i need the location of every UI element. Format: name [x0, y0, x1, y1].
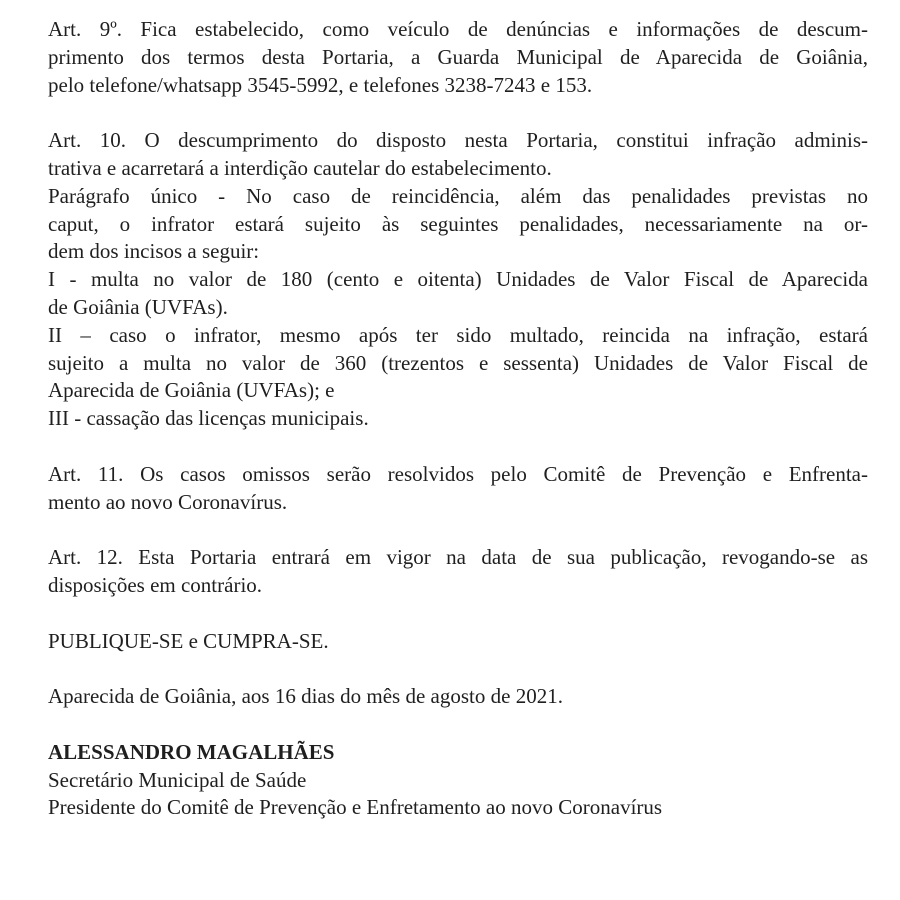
- document-page: [48, 16, 868, 822]
- text-line: I - multa no valor de 180 (cento e oitenta) Unidades de Valor Fiscal de Aparecida: [48, 267, 868, 292]
- text-line: Aparecida de Goiânia (UVFAs); e: [48, 378, 335, 403]
- text-line: pelo telefone/whatsapp 3545-5992, e telefones 3238-7243 e 153.: [48, 72, 593, 97]
- text-line: sujeito a multa no valor de 360 (trezentos e sessenta) Unidades de Valor Fiscal de: [48, 350, 868, 375]
- article-12: [48, 544, 868, 600]
- paragraph-gap: [48, 711, 868, 739]
- paragraph-gap: [48, 433, 868, 461]
- text-line: Art. 12. Esta Portaria entrará em vigor na data de sua publicação, revogando-se as: [48, 545, 868, 570]
- text-line: II – caso o infrator, mesmo após ter sido multado, reincida na infração, estará: [48, 322, 868, 347]
- signatory-title: Secretário Municipal de Saúde: [48, 767, 307, 792]
- paragraph-gap: [48, 655, 868, 683]
- text-line: trativa e acarretará a interdição cautelar do estabelecimento.: [48, 155, 552, 180]
- text-line: Art. 11. Os casos omissos serão resolvidos pelo Comitê de Prevenção e Enfrenta-: [48, 461, 868, 486]
- signatory-name: ALESSANDRO MAGALHÃES: [48, 739, 335, 764]
- paragraph-gap: [48, 516, 868, 544]
- text-line: Art. 9º. Fica estabelecido, como veículo de denúncias e informações de descum-: [48, 17, 868, 41]
- signature-block: [48, 739, 868, 822]
- article-10: [48, 127, 868, 433]
- article-9: [48, 16, 868, 99]
- signatory-role: Presidente do Comitê de Prevenção e Enfretamento ao novo Coronavírus: [48, 795, 663, 820]
- paragraph-gap: [48, 600, 868, 628]
- text-line: primento dos termos desta Portaria, a Guarda Municipal de Aparecida de Goiânia,: [48, 44, 868, 69]
- text-line: de Goiânia (UVFAs).: [48, 294, 228, 319]
- text-line: mento ao novo Coronavírus.: [48, 489, 288, 514]
- text-line: caput, o infrator estará sujeito às seguintes penalidades, necessariamente na or-: [48, 211, 868, 236]
- text-line: disposições em contrário.: [48, 572, 263, 597]
- text-line: dem dos incisos a seguir:: [48, 239, 260, 264]
- text-line: Art. 10. O descumprimento do disposto nesta Portaria, constitui infração adminis-: [48, 128, 868, 153]
- article-11: [48, 461, 868, 517]
- text-line: III - cassação das licenças municipais.: [48, 406, 369, 431]
- closing-statement: PUBLIQUE-SE e CUMPRA-SE.: [48, 628, 329, 653]
- place-and-date: Aparecida de Goiânia, aos 16 dias do mês de agosto de 2021.: [48, 684, 563, 709]
- paragraph-gap: [48, 99, 868, 127]
- text-line: Parágrafo único - No caso de reincidência, além das penalidades previstas no: [48, 183, 868, 208]
